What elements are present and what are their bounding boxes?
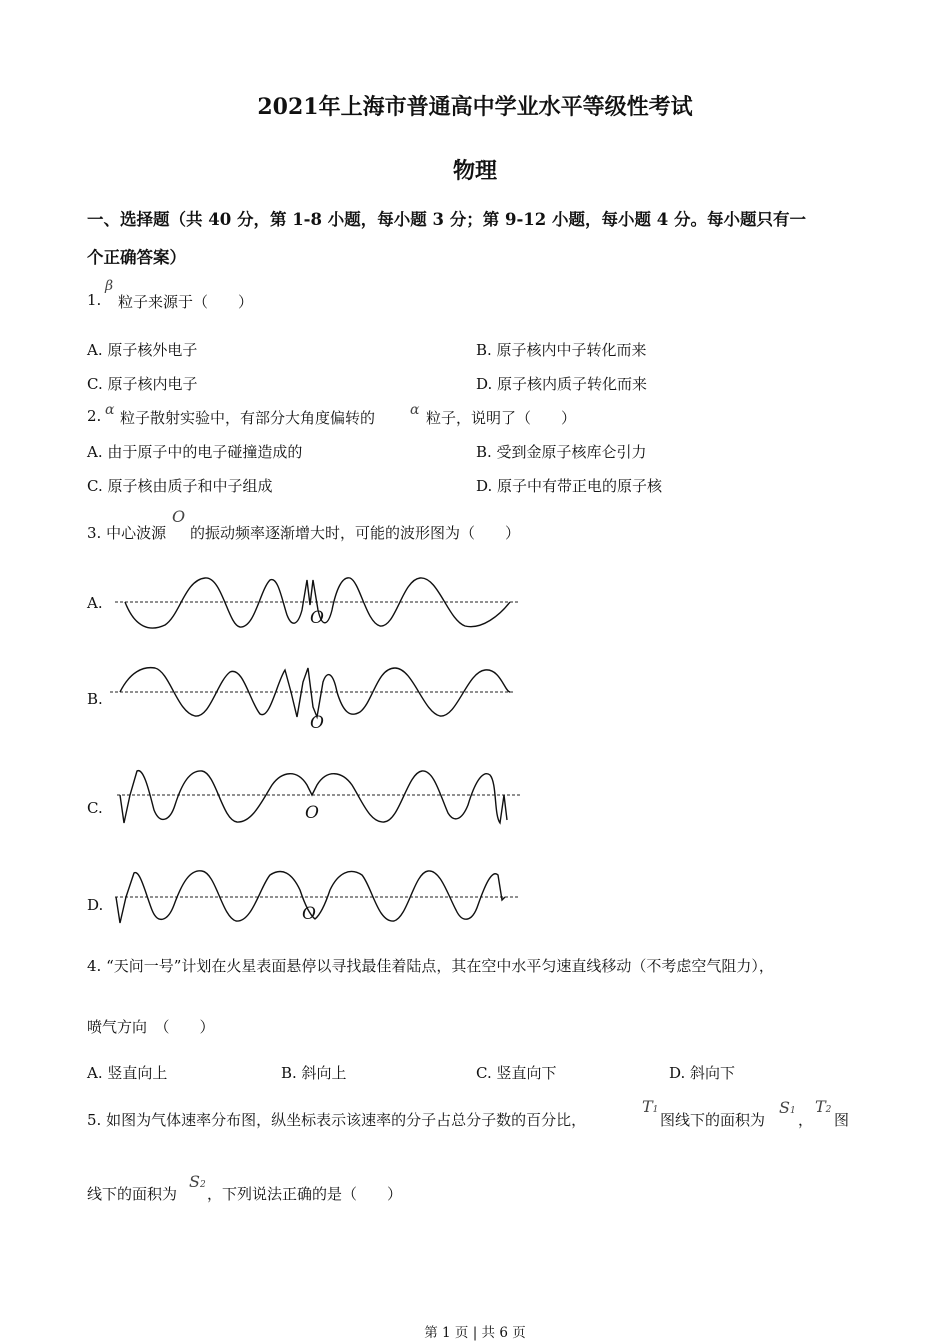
wave-diagram-c [112,765,532,830]
q4-option-a: A. 竖直向上 [87,1064,168,1082]
wave-d-origin: O [302,904,316,924]
q5-stem-line1-b: 图线下的面积为 [660,1111,766,1129]
q5-stem-line2-b: ，下列说法正确的是（ ） [207,1185,403,1203]
q5-s1-symbol [779,1098,796,1117]
wave-diagram-d [110,865,530,930]
wave-b-origin: O [310,713,324,733]
q2-option-d: D. 原子中有带正电的原子核 [476,477,663,495]
q1-option-a: A. 原子核外电子 [87,341,198,359]
q5-s2-subscript: 2 [199,1180,206,1190]
wave-c-origin: O [305,803,319,823]
q4-option-d: D. 斜向下 [669,1064,736,1082]
section-heading-line2: 个正确答案） [87,248,186,267]
q5-s-letter: S [779,1098,790,1117]
q3-label-b: B. [87,690,103,708]
section-heading-line1: 一、选择题（共 40 分，第 1-8 小题，每小题 3 分；第 9-12 小题，每小题 4 分。每小题只有一 [87,210,806,229]
q5-s2-symbol [189,1172,206,1191]
page-footer: 第 1 页 | 共 6 页 [424,1325,526,1341]
q3-source-symbol: O [172,507,186,526]
q3-label-a: A. [87,594,103,612]
q2-stem-b: 粒子，说明了（ ） [426,409,577,427]
q4-stem-line1: 4. “天问一号”计划在火星表面悬停以寻找最佳着陆点，其在空中水平匀速直线移动（不考虑空气阻力）， [87,957,774,975]
q5-stem-line1-d: 图 [834,1111,850,1129]
q4-option-c: C. 竖直向下 [476,1064,557,1082]
subject-title: 物理 [452,158,497,184]
q5-stem-line2-a: 线下的面积为 [87,1185,178,1203]
q2-option-a: A. 由于原子中的电子碰撞造成的 [87,443,303,461]
q2-stem-a: 粒子散射实验中，有部分大角度偏转的 [120,409,376,427]
q2-option-c: C. 原子核由质子和中子组成 [87,477,273,495]
q1-number: 1. [87,291,102,309]
q4-stem-line2: 喷气方向 （ ） [87,1018,215,1036]
q5-stem-line1-a: 5. 如图为气体速率分布图，纵坐标表示该速率的分子占总分子数的百分比， [87,1111,587,1129]
q5-t1-symbol [642,1097,658,1116]
q5-t2-subscript: 2 [825,1105,832,1115]
q3-label-c: C. [87,799,103,817]
q5-s-letter-2: S [189,1172,200,1191]
q5-stem-line1-c: ， [798,1111,814,1129]
q4-option-b: B. 斜向上 [281,1064,347,1082]
wave-a-origin: O [310,608,324,628]
q5-t-letter: T [642,1097,653,1116]
exam-title: 2021年上海市普通高中学业水平等级性考试 [257,94,693,120]
q2-alpha-symbol-2: α [410,402,420,418]
q5-t1-subscript: 1 [652,1105,659,1115]
q1-option-b: B. 原子核内中子转化而来 [476,341,647,359]
q5-t-letter-2: T [815,1097,826,1116]
q1-beta-symbol: β [105,278,114,294]
q2-alpha-symbol: α [105,402,115,418]
q2-number: 2. [87,407,102,425]
q1-option-c: C. 原子核内电子 [87,375,198,393]
q3-stem-b: 的振动频率逐渐增大时，可能的波形图为（ ） [190,524,521,542]
q1-option-d: D. 原子核内质子转化而来 [476,375,648,393]
q1-stem: 粒子来源于（ ） [118,293,254,311]
q3-stem-a: 3. 中心波源 [87,524,167,542]
q5-t2-symbol [815,1097,831,1116]
q5-s1-subscript: 1 [789,1106,796,1116]
q3-label-d: D. [87,896,104,914]
q2-option-b: B. 受到金原子核库仑引力 [476,443,647,461]
